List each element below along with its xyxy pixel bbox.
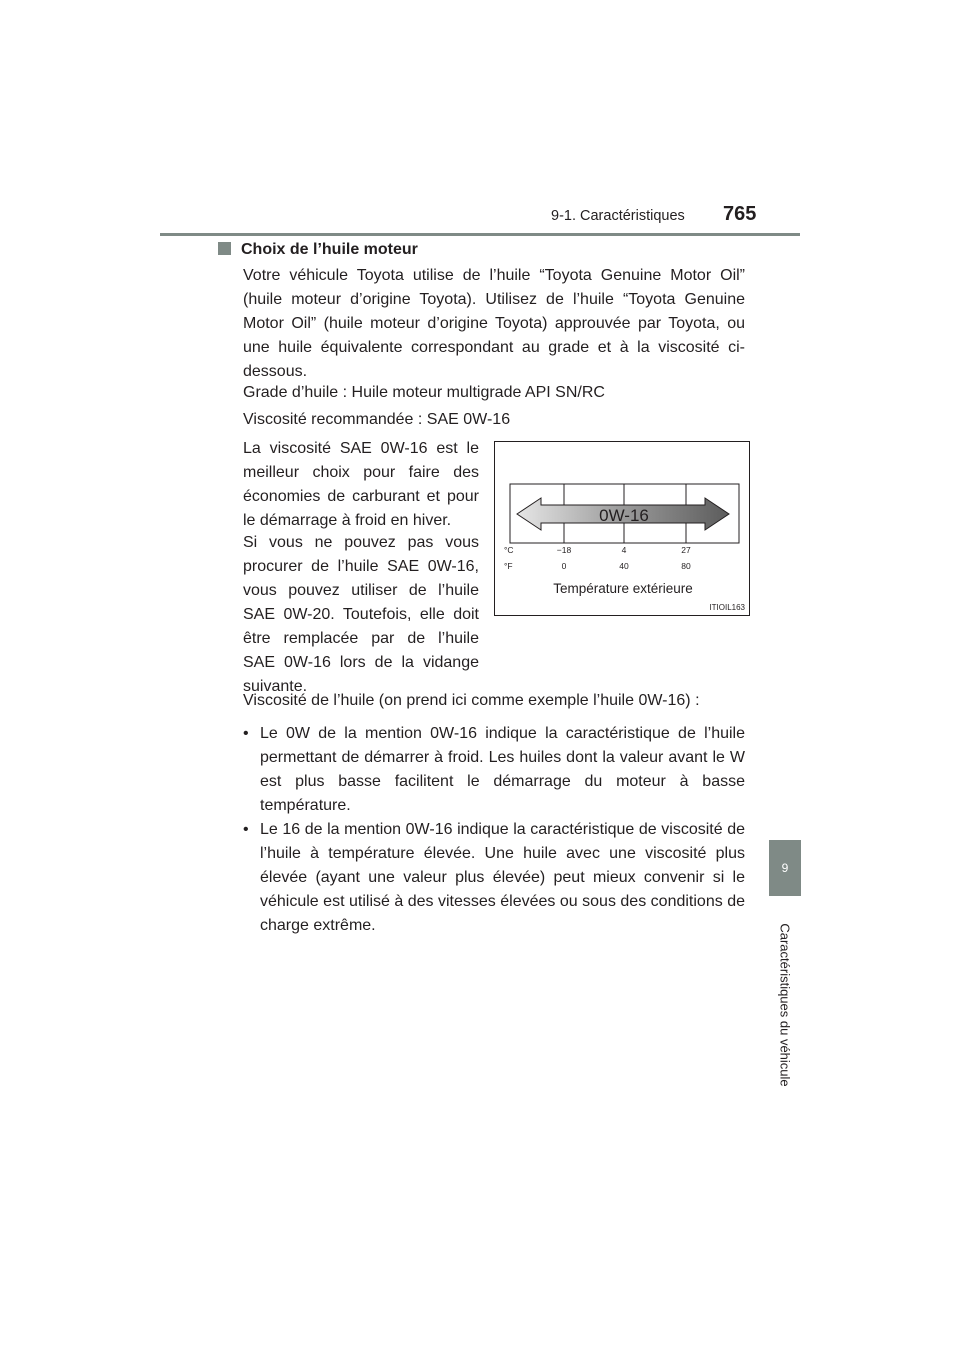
fahrenheit-tick: 0: [561, 561, 567, 571]
arrow-label: 0W-16: [599, 506, 649, 525]
figure-caption: Température extérieure: [553, 581, 693, 596]
intro-paragraph: Votre véhicule Toyota utilise de l’huile “Toyota Genuine Motor Oil” (huile moteur d’origine Toyota). Utilisez de l’huile “Toyota Genuine Motor Oil” (huile moteur d’origine Toyota) approuvée par Toyota, ou une huile équivalente correspondant au grade et à la viscosité ci-dessous.: [243, 267, 745, 380]
section-heading: [218, 241, 418, 259]
fahrenheit-tick: 80: [681, 561, 691, 571]
figure-code: ITIOIL163: [709, 603, 745, 612]
celsius-tick: −18: [556, 545, 572, 555]
oil-grade: Grade d’huile : Huile moteur multigrade API SN/RC: [243, 384, 605, 401]
section-label: 9-1. Caractéristiques: [551, 208, 685, 224]
celsius-tick: 4: [621, 545, 627, 555]
chapter-title: Caractéristiques du véhicule: [777, 923, 793, 1087]
bullet-marker: •: [243, 725, 249, 742]
bullet-marker: •: [243, 821, 249, 838]
bullet-text: Le 0W de la mention 0W-16 indique la caractéristique de l’huile permettant de démarrer à froid. Les huiles dont la valeur avant le W est plus basse facilitent le démarrage du moteur à basse température.: [260, 725, 745, 814]
best-choice-paragraph: La viscosité SAE 0W-16 est le meilleur choix pour faire des économies de carburant et pour le démarrage à froid en hiver.: [243, 440, 479, 529]
alternative-oil-paragraph: Si vous ne pouvez pas vous procurer de l’huile SAE 0W-16, vous pouvez utiliser de l’huile SAE 0W-20. Toutefois, elle doit être remplacée par de l’huile SAE 0W-16 lors de la vidange suivante.: [243, 534, 479, 695]
heading-text: Choix de l’huile moteur: [241, 241, 418, 258]
page-number: 765: [723, 203, 757, 225]
viscosity-temperature-figure: [494, 441, 750, 616]
bullet-text: Le 16 de la mention 0W-16 indique la caractéristique de viscosité de l’huile à température élevée. Une huile avec une viscosité plus élevée (ayant une valeur plus élevée) peut mieux convenir si le véhicule est utilisé à des vitesses élevées ou sous des conditions de charge extrême.: [260, 821, 745, 934]
celsius-tick: 27: [681, 545, 691, 555]
recommended-viscosity: Viscosité recommandée : SAE 0W-16: [243, 411, 511, 428]
list-item: [243, 818, 745, 938]
viscosity-intro: Viscosité de l’huile (on prend ici comme exemple l’huile 0W-16) :: [243, 692, 700, 709]
celsius-unit: °C: [504, 545, 514, 555]
header-rule: [160, 233, 800, 236]
fahrenheit-unit: °F: [504, 561, 513, 571]
fahrenheit-tick: 40: [619, 561, 629, 571]
viscosity-bullet-list: [243, 722, 745, 938]
chapter-tab: 9: [769, 840, 801, 896]
heading-square-icon: [218, 242, 231, 255]
list-item: [243, 722, 745, 818]
